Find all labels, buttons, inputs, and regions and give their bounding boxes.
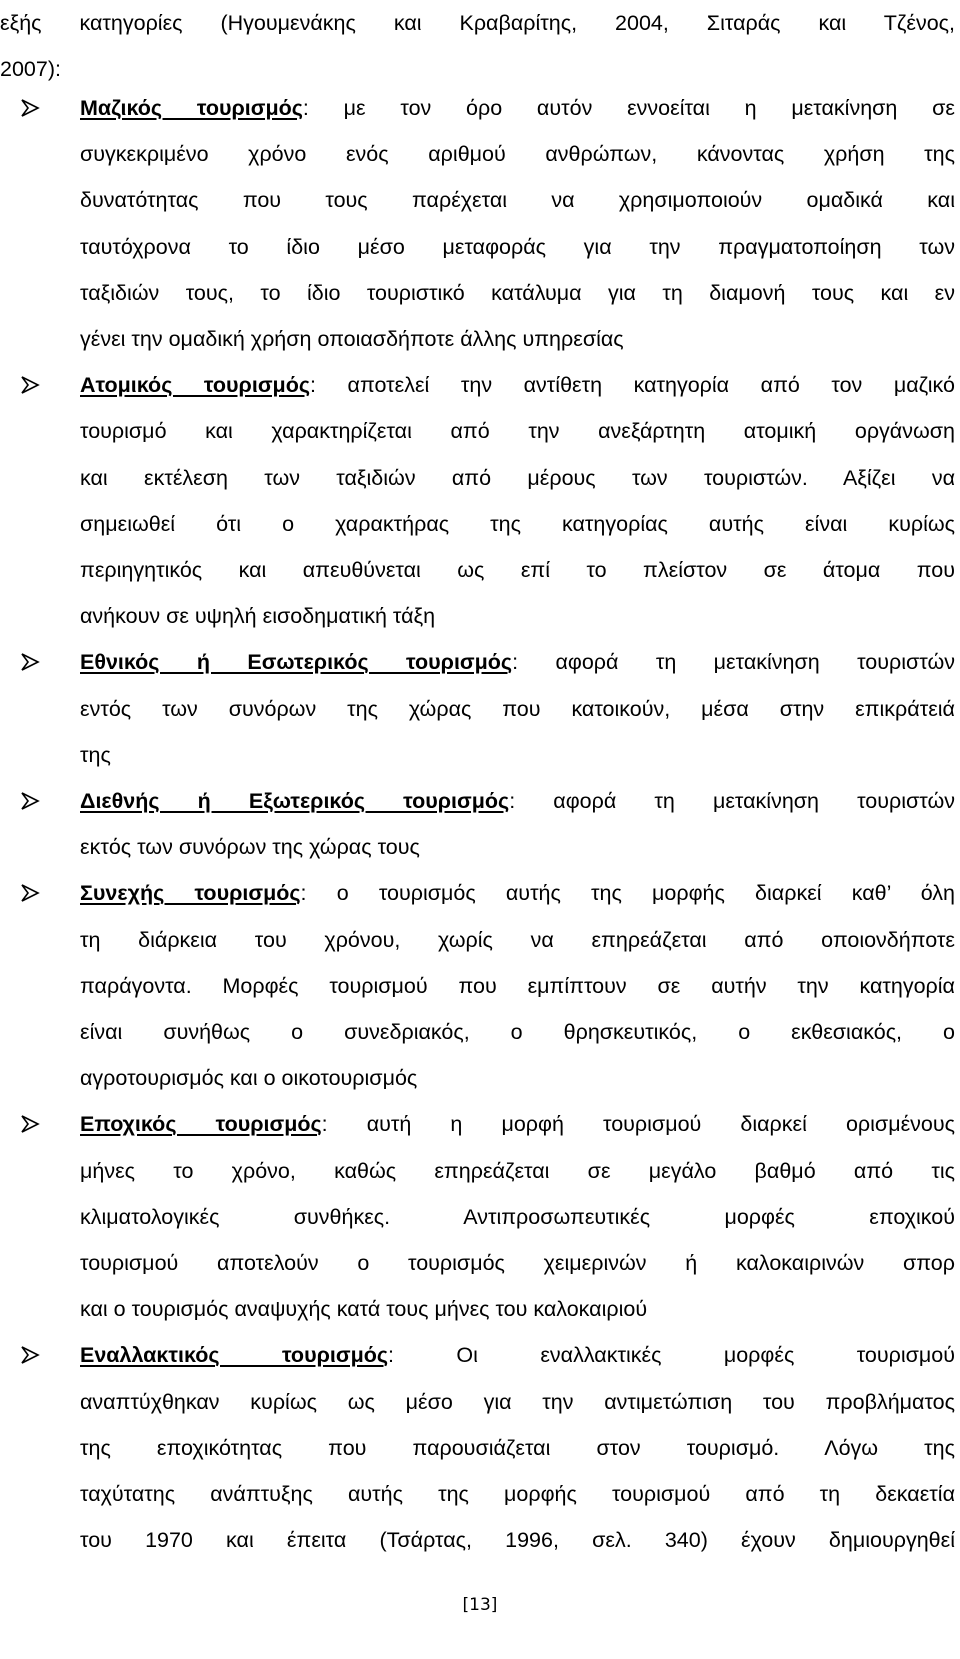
list-item-line: μήνες το χρόνο, καθώς επηρεάζεται σε μεγάλο βαθμό από τις xyxy=(80,1158,955,1183)
list-item-line: αγροτουρισμός και ο οικοτουρισμός xyxy=(80,1066,418,1091)
list-item-line: κλιματολογικές συνθήκες. Αντιπροσωπευτικές μορφές εποχικού xyxy=(80,1204,955,1229)
arrowhead-bullet-icon xyxy=(20,639,44,685)
list-item-line: σημειωθεί ότι ο χαρακτήρας της κατηγορίας αυτής είναι κυρίως xyxy=(80,511,955,536)
list-item-line: δυνατότητας που τους παρέχεται να χρησιμοποιούν ομαδικά και xyxy=(80,188,955,213)
arrowhead-bullet-icon xyxy=(20,1101,44,1147)
category-description: : αποτελεί την αντίθετη κατηγορία από τον μαζικό xyxy=(310,373,955,398)
list-item-line: ταυτόχρονα το ίδιο μέσο μεταφοράς για την πραγματοποίηση των xyxy=(80,234,955,259)
category-description: : αυτή η μορφή τουρισμού διαρκεί ορισμένους xyxy=(321,1112,955,1137)
list-item-line: εκτός των συνόρων της χώρας τους xyxy=(80,835,420,860)
list-item-line: τη διάρκεια του χρόνου, χωρίς να επηρεάζεται από οποιονδήποτε xyxy=(80,927,955,952)
category-term: Εναλλακτικός τουρισμός xyxy=(80,1343,389,1368)
tourism-category-list xyxy=(0,85,955,1564)
category-description: : Οι εναλλακτικές μορφές τουρισμού xyxy=(388,1343,955,1368)
list-item-line: γένει την ομαδική χρήση οποιασδήποτε άλλης υπηρεσίας xyxy=(80,327,624,352)
intro-line: 2007): xyxy=(0,57,61,81)
category-term: Ατομικός τουρισμός xyxy=(80,373,311,398)
arrowhead-bullet-icon xyxy=(20,870,44,916)
category-description: : αφορά τη μετακίνηση τουριστών xyxy=(509,789,956,814)
list-item-line: ταχύτατης ανάπτυξης αυτής της μορφής τουρισμού από τη δεκαετία xyxy=(80,1482,955,1507)
category-description: : με τον όρο αυτόν εννοείται η μετακίνηση σε xyxy=(302,96,955,120)
arrowhead-bullet-icon xyxy=(20,362,44,408)
list-item-line xyxy=(80,85,955,131)
list-item-line xyxy=(80,778,955,824)
list-item-line: ανήκουν σε υψηλή εισοδηματική τάξη xyxy=(80,604,436,629)
list-item-line: της εποχικότητας που παρουσιάζεται στον τουρισμό. Λόγω της xyxy=(80,1435,955,1460)
category-term: Συνεχής τουρισμός xyxy=(80,881,301,906)
list-item-line: τουρισμό και χαρακτηρίζεται από την ανεξάρτητη ατομική οργάνωση xyxy=(80,419,955,444)
list-item-line: συγκεκριμένο χρόνο ενός αριθμού ανθρώπων, κάνοντας χρήση της xyxy=(80,142,955,167)
arrowhead-bullet-icon xyxy=(20,1332,44,1378)
list-item-line xyxy=(80,362,955,408)
arrowhead-bullet-icon xyxy=(20,778,44,824)
page-number: [13] xyxy=(462,1595,498,1615)
list-item-line: της xyxy=(80,742,111,767)
list-item-line xyxy=(80,1332,955,1378)
list-item xyxy=(0,639,955,778)
list-item xyxy=(0,362,955,639)
list-item-line: ταξιδιών τους, το ίδιο τουριστικό κατάλυμα για τη διαμονή τους και εν xyxy=(80,280,955,305)
category-term: Διεθνής ή Εξωτερικός τουρισμός xyxy=(80,789,510,814)
list-item-line: αναπτύχθηκαν κυρίως ως μέσο για την αντιμετώπιση του προβλήματος xyxy=(80,1389,955,1414)
category-description: : ο τουρισμός αυτής της μορφής διαρκεί καθ’ όλη xyxy=(300,881,956,906)
category-term: Εθνικός ή Εσωτερικός τουρισμός xyxy=(80,650,513,675)
list-item-line xyxy=(80,870,955,916)
list-item-line: και εκτέλεση των ταξιδιών από μέρους των τουριστών. Αξίζει να xyxy=(80,465,955,490)
list-item-line: τουρισμού αποτελούν ο τουρισμός χειμερινών ή καλοκαιρινών σπορ xyxy=(80,1251,955,1276)
category-term: Εποχικός τουρισμός xyxy=(80,1112,322,1137)
list-item xyxy=(0,870,955,1101)
list-item-line: του 1970 και έπειτα (Τσάρτας, 1996, σελ. 340) έχουν δημιουργηθεί xyxy=(80,1528,955,1553)
list-item-line: περιηγητικός και απευθύνεται ως επί το πλείστον σε άτομα που xyxy=(80,558,955,583)
intro-paragraph xyxy=(0,0,955,92)
list-item xyxy=(0,1332,955,1563)
list-item-line: είναι συνήθως ο συνεδριακός, ο θρησκευτικός, ο εκθεσιακός, ο xyxy=(80,1020,955,1045)
arrowhead-bullet-icon xyxy=(20,85,44,131)
list-item xyxy=(0,85,955,362)
list-item-line: παράγοντα. Μορφές τουρισμού που εμπίπτουν σε αυτήν την κατηγορία xyxy=(80,973,955,998)
list-item-line xyxy=(80,1101,955,1147)
intro-line: εξής κατηγορίες (Ηγουμενάκης και Κραβαρίτης, 2004, Σιταράς και Τζένος, xyxy=(0,11,955,35)
category-term: Μαζικός τουρισμός xyxy=(80,96,303,120)
list-item-line: και ο τουρισμός αναψυχής κατά τους μήνες του καλοκαιριού xyxy=(80,1297,648,1322)
list-item xyxy=(0,1101,955,1332)
category-description: : αφορά τη μετακίνηση τουριστών xyxy=(512,650,956,675)
list-item-line xyxy=(80,639,955,685)
list-item-line: εντός των συνόρων της χώρας που κατοικούν, μέσα στην επικράτειά xyxy=(80,696,955,721)
list-item xyxy=(0,778,955,870)
